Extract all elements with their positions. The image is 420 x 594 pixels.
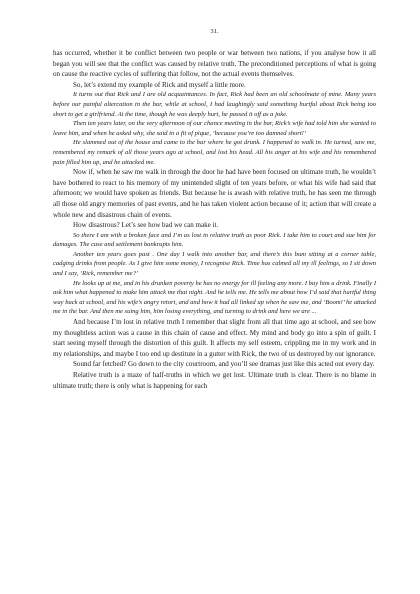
page-number: 31.	[210, 28, 219, 35]
italic-paragraph: Then ten years later, on the very afternoon of our chance meeting in the bar, Rick’s wife had told him she wanted to leave him, and when he asked why, she said in a fit of pique, ‘because you’re too damned short!’	[53, 120, 376, 137]
paragraph: So, let’s extend my example of Rick and myself a little more.	[73, 80, 246, 89]
body-text	[53, 48, 376, 391]
paragraph: How disastrous? Let’s see how bad we can make it.	[73, 221, 219, 230]
italic-paragraph: Another ten years goes past . One day I walk into another bar, and there’s this bum sitting at a corner table, cadging drinks from people. As I give him some money, I recognise Rick. Time has calmed all my ill feelings, so I sit down and I say, ‘Rick, remember me?’	[53, 250, 376, 278]
italic-paragraph: He slammed out of the house and came to the bar where he got drunk. I happened to walk in. He turned, saw me, remembered my remark of all those years ago at school, and lost his head. All his anger at his wife and his remembered pain filled him up, and he attacked me.	[53, 139, 376, 166]
paragraph: And because I’m lost in relative truth I remember that slight from all that time ago at school, and see how my thoughtless action was a cause in this chain of cause and effect. My mind and body go into a spin of guilt. I start seeing myself through the distortion of this guilt. It affects my self esteem, crippling me in my work and in my relationships, and maybe I too end up destitute in a gutter with Rick, the two of us destroyed by our ignorance.	[53, 318, 376, 358]
paragraph: Now if, when he saw me walk in through the door he had have been focused on ultimate truth, he wouldn’t have bothered to react to his memory of my unintended slight of ten years before, or what his wife had said that afternoon; we would have spoken as friends. But because he is awash with relative truth, he has seen me through all those old angry memories of past events, and he has taken violent action because of it; action that will create a whole new and disastrous chain of events.	[53, 168, 376, 219]
paragraph: has occurred, whether it be conflict between two people or war between two nations, if you analyse how it all began you will see that the conflict was caused by relative truth. The preconditioned perceptions of what is going on cause the reactive cycles of suffering that follow, not the actual events themselves.	[53, 49, 376, 79]
italic-paragraph: It turns out that Rick and I are old acquaintances. In fact, Rick had been an old schoolmate of mine. Many years before our painful altercation in the bar, while at school, I had laughingly said something hurtful about Rick being too short to get a girlfriend. At the time, though he was deeply hurt, he passed it off as a joke.	[53, 91, 376, 118]
paragraph: Sound far fetched? Go down to the city courtroom, and you’ll see dramas just like this acted out every day.	[73, 360, 375, 369]
paragraph: Relative truth is a maze of half-truths in which we get lost. Ultimate truth is clear. There is no blame in ultimate truth; there is only what is happening for each	[53, 371, 376, 390]
italic-paragraph: He looks up at me, and in his drunken poverty he has no energy for ill feeling any more. I buy him a drink. Finally I ask him what happened to make him attack me that night. And he tells me. He tells me about how I’d said that hurtful thing way back at school, and his wife’s angry retort, and and how it had all linked up when he saw me, and ‘Boom!’ he attacked me in the bar. And then me suing him, him losing everything, and turning to drink and here we are ...	[53, 279, 376, 316]
italic-paragraph: So there I am with a broken face and I’m as lost in relative truth as poor Rick. I take him to court and sue him for damages. The case and settlement bankrupts him.	[53, 231, 376, 249]
